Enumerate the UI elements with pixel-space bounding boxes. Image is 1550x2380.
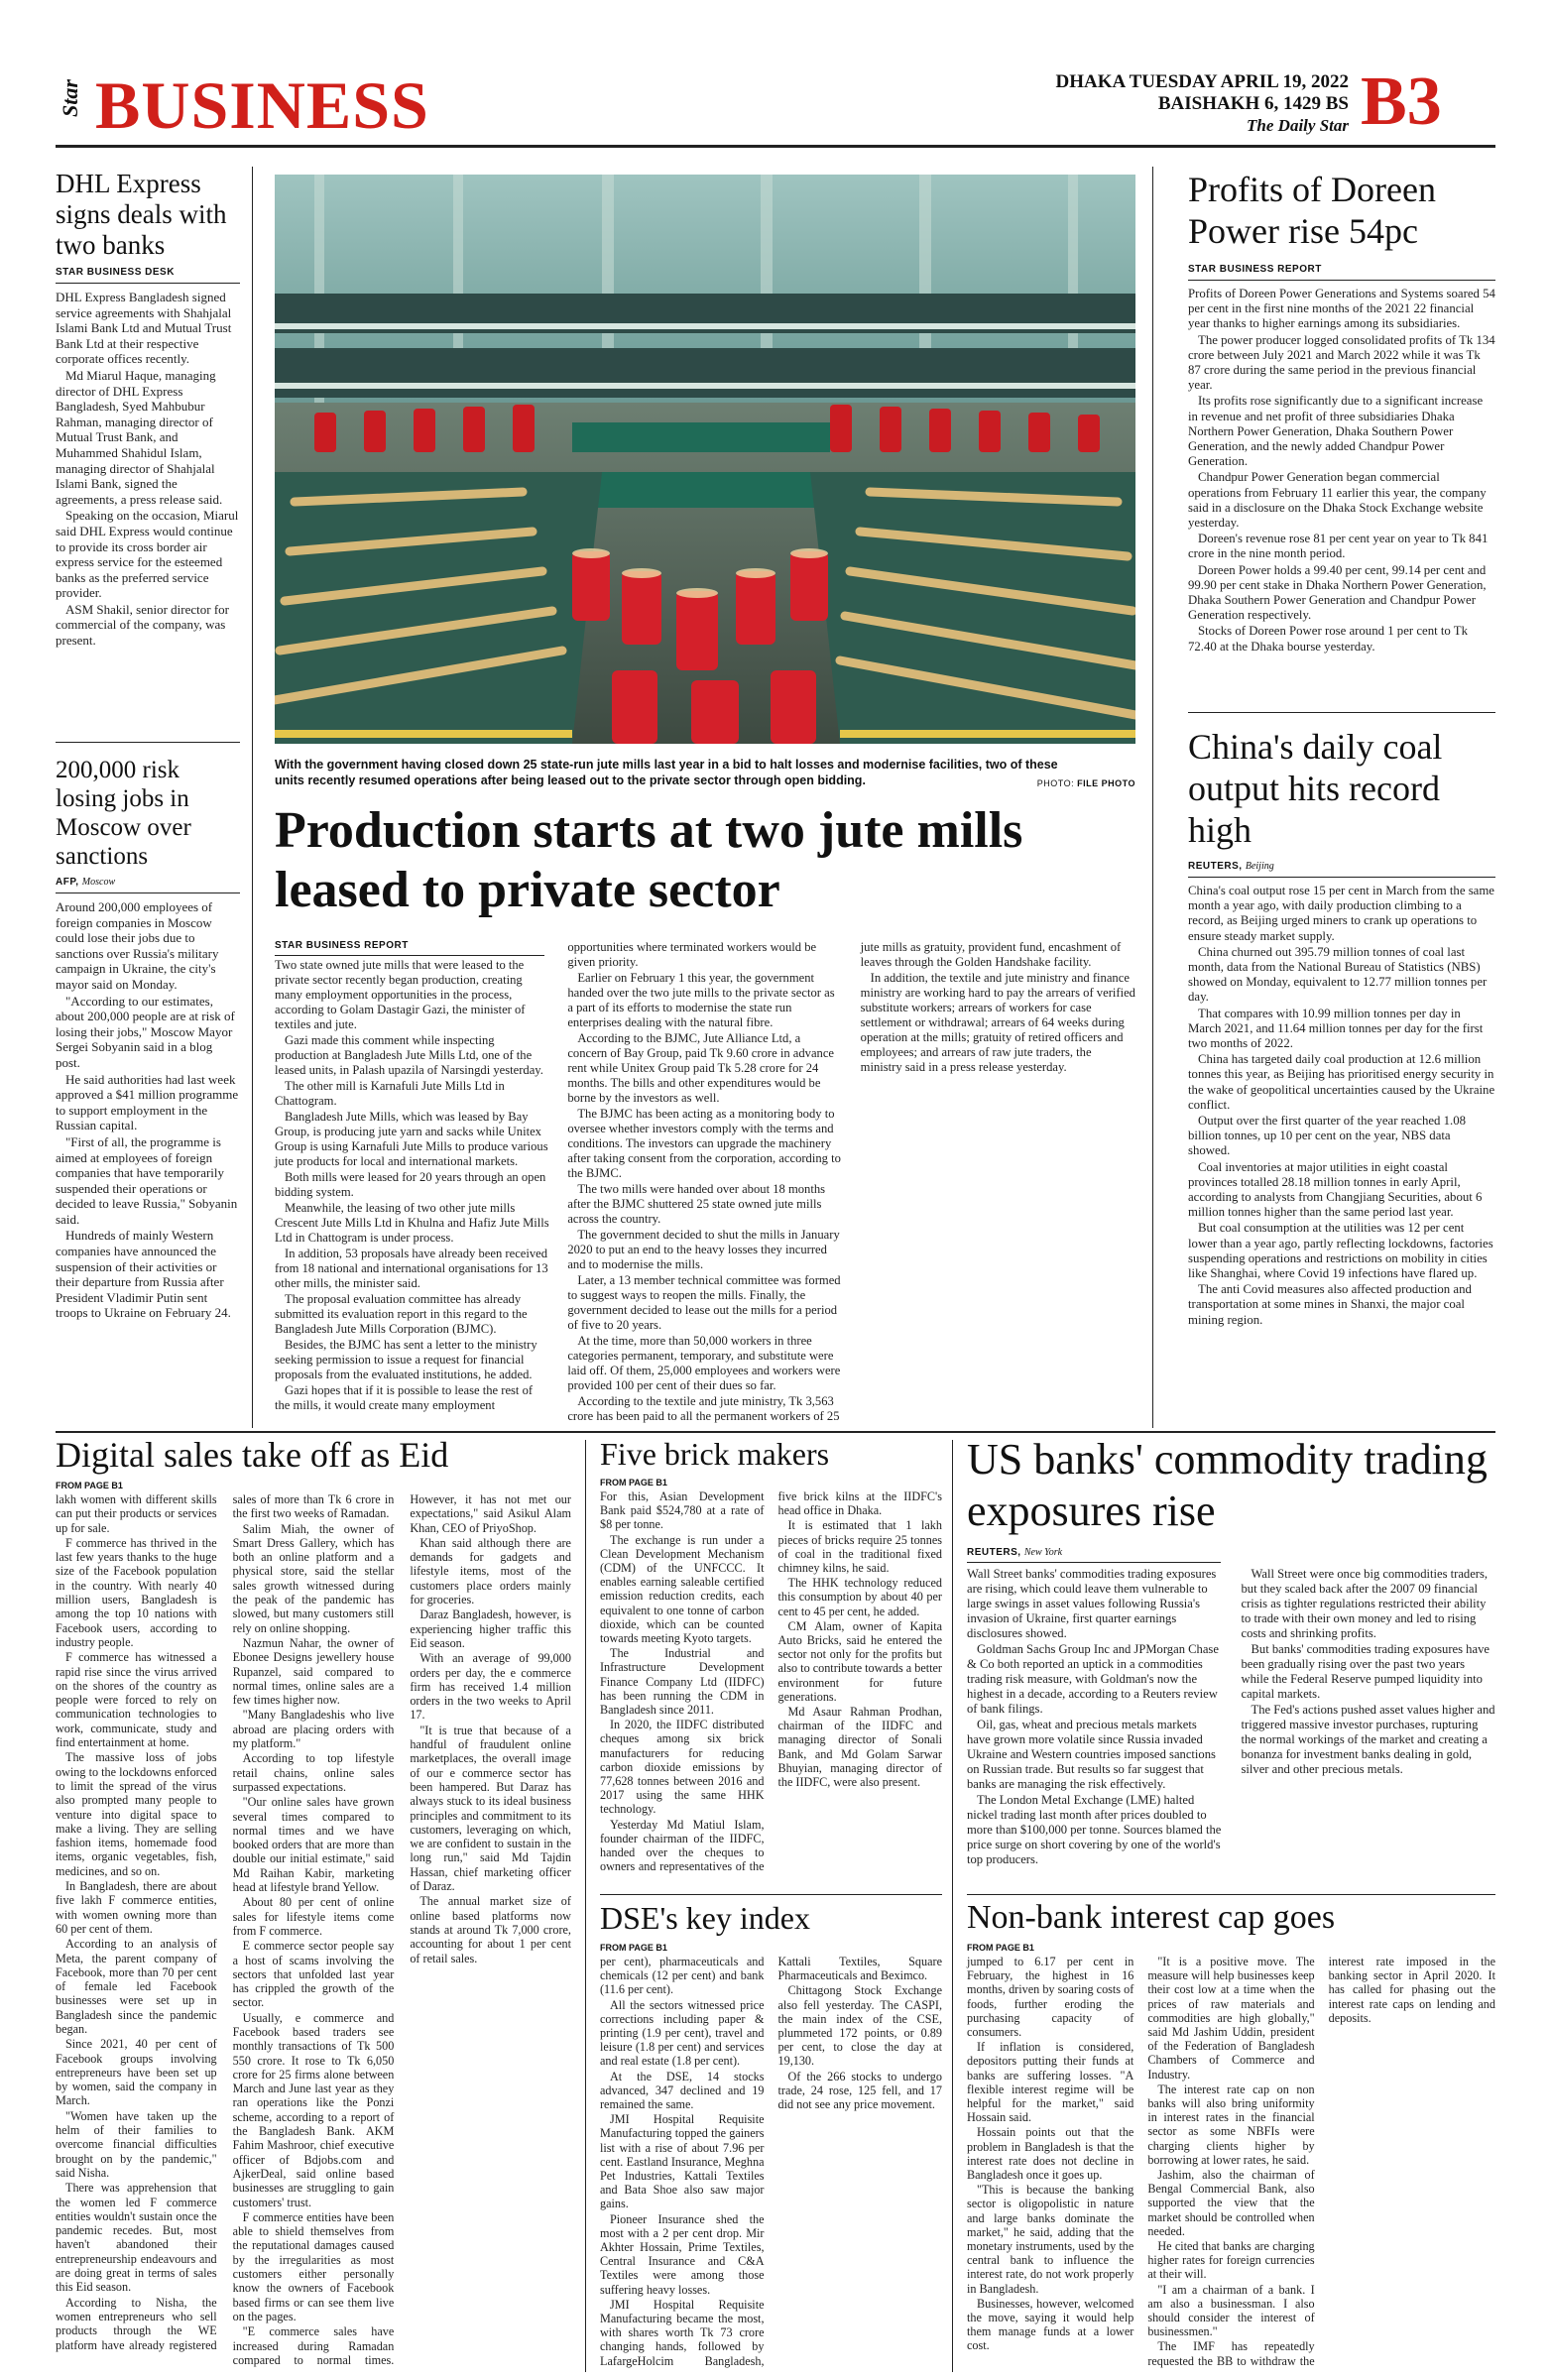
- jute-paragraph: At the time, more than 50,000 workers in three categories permanent, temporary, and substitute were laid off. Of them, 25,000 employees and workers were provided 100 per cent of their dues so far.: [567, 1334, 841, 1392]
- china-byline: [1188, 861, 1495, 872]
- digital-paragraph: The massive loss of jobs owing to the lockdowns enforced to limit the spread of the virus also prompted many people to venture into digital space to make a living. They are selling fashion items, homemade food items, organic vegetables, fish, medicines, and so on.: [56, 1750, 217, 1878]
- dse-body: [600, 1955, 942, 2373]
- china-city: Beijing: [1245, 861, 1274, 872]
- brick-paragraph: The exchange is run under a Clean Development Mechanism (CDM) of the UNFCCC. It enables earning saleable certified emission reduction credits, each equivalent to one tonne of carbon dioxide, which can be counted towards meeting Kyoto targets.: [600, 1532, 765, 1646]
- nonbank-paragraph: Hossain points out that the problem in Bangladesh is that the interest rate does not decline in Bangladesh once it goes up.: [967, 2125, 1134, 2183]
- moscow-byline-rule: [56, 892, 240, 893]
- digital-paragraph: In Bangladesh, there are about five lakh F commerce entities, with women owning more than 60 per cent of them.: [56, 1879, 217, 1936]
- section-title: BUSINESS: [95, 67, 429, 143]
- nonbank-paragraph: "It is a positive move. The measure will help businesses keep their cost low at a time when the prices of raw materials and commodities are high globally," said Md Jashim Uddin, president of the Federation of Bangladesh Chambers of Commerce and Industry.: [1147, 1955, 1315, 2082]
- doreen-body: [1188, 287, 1495, 654]
- china-story: [1188, 726, 1495, 1329]
- nonbank-paragraph: The interest rate cap on non banks will also bring uniformity in interest rates in the financial sector as some NBFIs were charging clients higher by borrowing at lower rates, he said.: [1147, 2082, 1315, 2167]
- digital-paragraph: F commerce has witnessed a rapid rise since the virus arrived on the shores of the country as people were forced to rely on communication technologies to work, communicate, study and find entertainment at home.: [56, 1650, 217, 1750]
- digital-paragraph: According to top lifestyle retail chains, online sales surpassed expectations.: [232, 1751, 395, 1794]
- doreen-paragraph: Its profits rose significantly due to a significant increase in revenue and net profit of three subsidiaries Dhaka Northern Power Generation, Dhaka Southern Power Generation, and the newly added Chandpur Power Generation.: [1188, 394, 1484, 469]
- dhl-paragraph: ASM Shakil, senior director for commercial of the company, was present.: [56, 601, 230, 649]
- doreen-bottom-rule: [1188, 712, 1495, 713]
- china-paragraph: China churned out 395.79 million tonnes of coal last month, data from the National Bureau of Statistics (NBS) showed on Monday, equivalent to 12.77 million tonnes per day.: [1188, 944, 1488, 1005]
- brand-logo: The Daily Star: [1247, 116, 1349, 135]
- digital-paragraph: Salim Miah, the owner of Smart Dress Gallery, which has both an online platform and a physical store, said the stellar sales growth witnessed during the peak of the pandemic has slowed, but many customers still rely on online shopping.: [232, 1521, 395, 1635]
- dhl-bottom-rule: [56, 742, 240, 743]
- china-paragraph: Output over the first quarter of the year reached 1.08 billion tonnes, up 10 per cent on the year, NBS data showed.: [1188, 1114, 1467, 1158]
- jute-byline: STAR BUSINESS REPORT: [275, 940, 409, 951]
- china-paragraph: China's coal output rose 15 per cent in March from the same month a year ago, with daily production climbing to a record, as Beijing urged miners to crank up operations to ensure steady market supply.: [1188, 884, 1494, 943]
- dhl-byline: STAR BUSINESS DESK: [56, 267, 175, 278]
- jute-paragraph: According to the BJMC, Jute Alliance Ltd, a concern of Bay Group, paid Tk 9.60 crore in advance rent while Unitex Group paid Tk 5.28 crore for 24 months. The bills and other expenditures would be borne by the investors as well.: [567, 1031, 835, 1105]
- jute-paragraph: The proposal evaluation committee has already submitted its evaluation report in this regard to the Bangladesh Jute Mills Corporation (BJMC).: [275, 1292, 528, 1336]
- doreen-paragraph: Doreen's revenue rose 81 per cent year on year to Tk 841 crore in the nine month period.: [1188, 532, 1489, 561]
- jute-body: [275, 940, 1135, 1424]
- dse-paragraph: per cent), pharmaceuticals and chemicals (12 per cent) and bank (11.6 per cent).: [600, 1955, 765, 1997]
- moscow-story: [56, 756, 240, 1322]
- dse-from-page: FROM PAGE B1: [600, 1943, 667, 1953]
- dse-paragraph: Of the 266 stocks to undergo trade, 24 rose, 125 fell, and 17 did not see any price movement.: [777, 2069, 942, 2112]
- usbanks-agency: REUTERS,: [967, 1547, 1021, 1558]
- digital-paragraph: According to Nisha, the women entrepreneurs who sell products through the WE platform have already registered sales of more than Tk 6 crore in the first two weeks of Ramadan.: [56, 1492, 395, 2352]
- doreen-paragraph: Doreen Power holds a 99.40 per cent, 99.14 per cent and 99.90 per cent stake in Dhaka Northern Power Generation, Dhaka Southern Power Generation and Chandpur Power Generation respectively.: [1188, 562, 1487, 623]
- dhl-paragraph: Speaking on the occasion, Miarul said DHL Express would continue to provide its cross border air express service for the esteemed banks as the preferred service provider.: [56, 508, 239, 601]
- moscow-paragraph: Around 200,000 employees of foreign companies in Moscow could lose their jobs due to sanctions over Russia's military campaign in Ukraine, the city's mayor said on Monday.: [56, 899, 219, 992]
- dhl-byline-rule: [56, 283, 240, 284]
- usbanks-paragraph: Goldman Sachs Group Inc and JPMorgan Chase & Co both reported an uptick in a commodities trading risk measure, with Goldman's now the highest in a decade, according to a Reuters review of bank filings.: [967, 1642, 1219, 1716]
- usbanks-paragraph: Oil, gas, wheat and precious metals markets have grown more volatile since Russia invaded Ukraine and Western countries imposed sanctions on Russian trade. But results so far suggest that banks are managing the risk effectively.: [967, 1718, 1216, 1791]
- jute-paragraph: Bangladesh Jute Mills, which was leased by Bay Group, is producing jute yarn and sacks while Unitex Group is using Karnafuli Jute Mills to produce various jute products for local and international markets.: [275, 1110, 548, 1168]
- usbanks-paragraph: The Fed's actions pushed asset values higher and triggered massive investor purchases, rupturing the normal workings of the market and creating a bonanza for investment banks dealing in gold, silver and other precious metals.: [1241, 1703, 1495, 1776]
- left-column-rule: [252, 167, 253, 1428]
- nonbank-paragraph: Businesses, however, welcomed the move, saying it would help them manage funds at a lower cost.: [967, 2296, 1134, 2353]
- nonbank-paragraph: "This is because the banking sector is oligopolistic in nature and large banks dominate the market," he said, adding that the monetary instruments, used by the central bank to influence the interest rate, do not work properly in Bangladesh.: [967, 2183, 1134, 2296]
- jute-paragraph: Meanwhile, the leasing of two other jute mills Crescent Jute Mills Ltd in Khulna and Hafiz Jute Mills Ltd in Chattogram is under process.: [275, 1201, 549, 1245]
- digital-paragraph: Usually, e commerce and Facebook based traders see monthly transactions of Tk 500 550 crore. It rose to Tk 6,050 crore for 25 firms alone between March and June last year as they ran operations like the Ponzi scheme, according to a report of the Bangladesh Bank. AKM Fahim Mashroor, chief executive officer of Bdjobs.com and AjkerDeal, said online based businesses are struggling to gain customers' trust.: [232, 2010, 395, 2209]
- brick-paragraph: The Industrial and Infrastructure Development Finance Company Ltd (IIDFC) has been running the CDM in Bangladesh since 2011.: [600, 1646, 765, 1718]
- usbanks-paragraph: But banks' commodities trading exposures have been gradually rising over the past two years while the Federal Reserve pumped liquidity into capital markets.: [1241, 1642, 1490, 1701]
- moscow-byline: [56, 877, 240, 888]
- digital-paragraph: Nazmun Nahar, the owner of Ebonee Designs jewellery house Rupanzel, said compared to normal times, online sales are a few times higher now.: [232, 1635, 395, 1708]
- doreen-paragraph: Chandpur Power Generation began commercial operations from February 11 earlier this year, the company said in a disclosure on the Dhaka Stock Exchange website yesterday.: [1188, 470, 1487, 531]
- dhl-paragraph: DHL Express Bangladesh signed service agreements with Shahjalal Islami Bank Ltd and Mutual Trust Bank Ltd at their respective corporate offices recently.: [56, 290, 232, 367]
- jute-paragraph: The government decided to shut the mills in January 2020 to put an end to the heavy losses they incurred and to modernise the mills.: [567, 1228, 840, 1271]
- photo-credit-source: FILE PHOTO: [1077, 778, 1135, 788]
- jute-paragraph: In addition, 53 proposals have already been received from 18 national and international organisations for 13 other mills, the minister said.: [275, 1247, 548, 1290]
- china-paragraph: That compares with 10.99 million tonnes per day in March 2021, and 11.64 million tonnes per day for the first two months of 2022.: [1188, 1006, 1484, 1051]
- dse-paragraph: At the DSE, 14 stocks advanced, 347 declined and 19 remained the same.: [600, 2069, 765, 2112]
- china-headline: China's daily coal output hits record high: [1188, 727, 1443, 850]
- brick-body: [600, 1489, 942, 1888]
- dateline: [1021, 71, 1349, 137]
- digital-paragraph: Khan said although there are demands for gadgets and lifestyle items, most of the customers place orders mainly for groceries.: [410, 1535, 571, 1607]
- jute-mill-photo: [275, 175, 1135, 744]
- digital-paragraph: "Our online sales have grown several times compared to normal times and we have booked orders that are more than double our initial estimate," said Md Raihan Kabir, marketing head at lifestyle brand Yellow.: [232, 1795, 395, 1895]
- lower-divider-2: [952, 1440, 953, 2372]
- nonbank-paragraph: If inflation is considered, depositors putting their funds at banks are suffering losses. "A flexible interest regime will be helpful for the market," said Hossain said.: [967, 2040, 1134, 2125]
- moscow-body: [56, 899, 240, 1321]
- dhl-body: [56, 290, 240, 649]
- usbanks-byline-rule: [967, 1562, 1221, 1563]
- moscow-paragraph: "According to our estimates, about 200,000 people are at risk of losing their jobs," Moscow Mayor Sergei Sobyanin said in a blog post.: [56, 993, 235, 1070]
- brick-paragraph: CM Alam, owner of Kapita Auto Bricks, said he entered the sector not only for the profits but also to contribute towards a better environment for future generations.: [777, 1618, 942, 1704]
- digital-paragraph: Daraz Bangladesh, however, is experiencing higher traffic this Eid season.: [410, 1607, 571, 1650]
- nonbank-paragraph: He cited that banks are charging higher rates for foreign currencies at their will.: [1147, 2239, 1315, 2282]
- jute-paragraph: The two mills were handed over about 18 months after the BJMC shuttered 25 state owned jute mills across the country.: [567, 1182, 826, 1226]
- jute-paragraph: Earlier on February 1 this year, the government handed over the two jute mills to the private sector as a part of its efforts to modernise the state run enterprises dealing with the natural fibre.: [567, 971, 835, 1029]
- dhl-paragraph: Md Miarul Haque, managing director of DHL Express Bangladesh, Syed Mahbubur Rahman, managing director of Mutual Trust Bank, and Muhammed Shahidul Islam, managing director of Shahjalal Islami Bank, signed the agreements, a press release said.: [56, 367, 223, 507]
- jute-paragraph: The other mill is Karnafuli Jute Mills Ltd in Chattogram.: [275, 1079, 505, 1108]
- right-column-rule: [1152, 167, 1153, 1428]
- brick-bottom-rule: [600, 1894, 942, 1895]
- usbanks-paragraph: The London Metal Exchange (LME) halted nickel trading last month after prices doubled to more than $100,000 per tonne. Sources blamed the price surge on short covering by one of the world's top producers.: [967, 1793, 1222, 1866]
- dhl-story: [56, 169, 240, 650]
- lower-section-rule: [56, 1431, 1495, 1433]
- jute-headline: Production starts at two jute mills leased to private sector: [275, 802, 1023, 918]
- usbanks-paragraph: Wall Street were once big commodities traders, but they scaled back after the 2007 09 financial crisis as tighter regulations restricted their ability to trade with their own money and led to rising costs and shrinking profits.: [1241, 1567, 1489, 1640]
- digital-paragraph: F commerce entities have been able to shield themselves from the reputational damages caused by the irregularities as most customers either personally know the owners of Facebook based firms or can see them live on the pages.: [232, 2209, 395, 2323]
- doreen-paragraph: Stocks of Doreen Power rose around 1 per cent to Tk 72.40 at the Dhaka bourse yesterday.: [1188, 624, 1468, 654]
- jute-paragraph: The BJMC has been acting as a monitoring body to oversee whether investors comply with the terms and conditions. The investors can upgrade the machinery after taking consent from the corporation, according to the BJMC.: [567, 1107, 841, 1180]
- dse-paragraph: Chittagong Stock Exchange also fell yesterday. The CASPI, the main index of the CSE, plummeted 172 points, or 0.89 per cent, to close the day at 19,130.: [777, 1983, 942, 2069]
- usbanks-bottom-rule: [967, 1894, 1495, 1895]
- digital-paragraph: "Women have taken up the helm of their families to overcome financial difficulties brought on by the pandemic," said Nisha.: [56, 2108, 217, 2180]
- jute-photo-caption: With the government having closed down 25 state-run jute mills last year in a bid to halt losses and modernise facilities, two of these units recently resumed operations after being leased out to the private sector through open bidding.: [275, 758, 1058, 787]
- jute-paragraph: According to the textile and jute ministry, Tk 3,563 crore has been paid to all the permanent workers of 25 jute mills as gratuity, provident fund, encashment of leaves through the Golden Handshake facility.: [567, 940, 1122, 1423]
- usbanks-city: New York: [1023, 1547, 1063, 1558]
- digital-paragraph: Since 2021, 40 per cent of Facebook groups involving entrepreneurs have been set up by women, said the company in March.: [56, 2037, 217, 2108]
- photo-credit-label: PHOTO:: [1036, 778, 1075, 788]
- moscow-agency: AFP,: [56, 877, 79, 888]
- lower-divider-1: [585, 1440, 586, 2372]
- digital-headline: Digital sales take off as Eid: [56, 1435, 449, 1475]
- dse-paragraph: All the sectors witnessed price corrections including paper & printing (1.9 per cent), travel and leisure (1.8 per cent) and services and real estate (1.8 per cent).: [600, 1997, 765, 2069]
- usbanks-headline: US banks' commodity trading exposures rise: [967, 1435, 1488, 1535]
- moscow-paragraph: "First of all, the programme is aimed at employees of foreign companies that have temporarily suspended their operations or decided to leave Russia," Sobyanin said.: [56, 1133, 238, 1227]
- digital-paragraph: "E commerce sales have increased during Ramadan compared to normal times. However, it has not met our expectations," said Asikul Alam Khan, CEO of PriyoShop.: [232, 1492, 571, 2367]
- doreen-byline-rule: [1188, 280, 1495, 281]
- star-logo: Star: [58, 79, 82, 117]
- digital-paragraph: According to an analysis of Meta, the parent company of Facebook, more than 70 per cent of female led Facebook businesses were set up in Bangladesh since the pandemic began.: [56, 1937, 217, 2036]
- dse-paragraph: JMI Hospital Requisite Manufacturing topped the gainers list with a rise of about 7.96 per cent. Eastland Insurance, Meghna Pet Industries, Kattali Textiles and Bata Shoe also saw major gains.: [600, 2112, 765, 2211]
- doreen-paragraph: The power producer logged consolidated profits of Tk 134 crore between July 2021 and March 2022 while it was Tk 87 crore during the same period in the previous financial year.: [1188, 332, 1495, 393]
- jute-paragraph: Gazi made this comment while inspecting production at Bangladesh Jute Mills Ltd, one of the leased units, in Palash upazila of Narsingdi yesterday.: [275, 1033, 543, 1077]
- usbanks-paragraph: Wall Street banks' commodities trading exposures are rising, which could leave them vulnerable to large swings in asset values following Russia's invasion of Ukraine, first quarter earnings disclosures showed.: [967, 1567, 1217, 1640]
- brick-paragraph: In 2020, the IIDFC distributed cheques among six brick manufacturers for reducing carbon dioxide emissions by 77,628 tonnes between 2016 and 2017 using the same HHK technology.: [600, 1718, 765, 1817]
- dse-paragraph: Pioneer Insurance shed the most with a 2 per cent drop. Mir Akhter Hossain, Prime Textiles, Central Insurance and C&A Textiles were among those suffering heavy losses.: [600, 2211, 765, 2297]
- brick-paragraph: The HHK technology reduced this consumption by about 40 per cent to 45 per cent, he added.: [777, 1576, 942, 1618]
- china-paragraph: China has targeted daily coal production at 12.6 million tonnes this year, as Beijing has prioritised energy security in the wake of geopolitical uncertainties caused by the Ukraine conflict.: [1188, 1052, 1495, 1112]
- nonbank-paragraph: The IMF has repeatedly requested the BB to withdraw the interest rate imposed in the banking sector in April 2020. It has called for phasing out the interest rate caps on lending and deposits.: [1147, 1955, 1495, 2368]
- bangla-date-text: BAISHAKH 6, 1429 BS: [1157, 93, 1349, 114]
- usbanks-body: [967, 1567, 1495, 1890]
- nonbank-paragraph: jumped to 6.17 per cent in February, the highest in 16 months, driven by soaring costs of foods, further eroding the purchasing capacity of consumers.: [967, 1955, 1134, 2040]
- dse-paragraph: JMI Hospital Requisite Manufacturing became the most, with shares worth Tk 73 crore changing hands, followed by LafargeHolcim Bangladesh, Kattali Textiles, Square Pharmaceuticals and Beximco.: [600, 1955, 942, 2368]
- doreen-story: [1188, 169, 1495, 655]
- jute-paragraph: In addition, the textile and jute ministry and finance ministry are working hard to pay the arrears of verified substitute workers; arrears of workers for case settlement or withdrawal; arrears of 64 weeks during operation at the mills; gratuity of retired officers and employees; and arrears of raw jute traders, the ministry said in a press release yesterday.: [860, 971, 1135, 1074]
- dhl-headline: DHL Express signs deals with two banks: [56, 169, 227, 260]
- digital-from-page: FROM PAGE B1: [56, 1481, 123, 1490]
- digital-paragraph: The annual market size of online based platforms now stands at around Tk 7,000 crore, accounting for about 1 per cent of retail sales.: [410, 1894, 571, 1965]
- doreen-paragraph: Profits of Doreen Power Generations and Systems soared 54 per cent in the first nine months of the 2021 22 financial year thanks to higher earnings among its subsidiaries.: [1188, 287, 1495, 331]
- nonbank-paragraph: "I am a chairman of a bank. I am also a businessman. I also should consider the interest of businessmen.": [1147, 2282, 1315, 2339]
- brick-paragraph: Yesterday Md Matiul Islam, founder chairman of the IIDFC, handed over the cheques to owners and representatives of the five brick kilns at the IIDFC's head office in Dhaka.: [600, 1489, 942, 1874]
- digital-paragraph: There was apprehension that the women led F commerce entities wouldn't sustain once the pandemic recedes. But, most haven't abandoned their entrepreneurship endeavours and are doing great in terms of sales this Eid season.: [56, 2181, 217, 2295]
- moscow-city: Moscow: [81, 877, 116, 888]
- nonbank-headline: Non-bank interest cap goes: [967, 1899, 1336, 1936]
- digital-paragraph: lakh women with different skills can put their products or services up for sale.: [56, 1492, 217, 1535]
- jute-mill-illustration: [275, 175, 1135, 744]
- digital-body: [56, 1492, 571, 2373]
- digital-paragraph: F commerce has thrived in the last few years thanks to the huge size of the Facebook population in the country. With nearly 40 million users, Bangladesh is among the top 10 nations with Facebook users, according to industry people.: [56, 1535, 217, 1649]
- brick-paragraph: It is estimated that 1 lakh pieces of bricks require 25 tonnes of coal in the traditional fixed chimney kilns, he said.: [777, 1518, 942, 1576]
- brick-paragraph: For this, Asian Development Bank paid $524,780 at a rate of $8 per tonne.: [600, 1489, 765, 1532]
- jute-paragraph: Two state owned jute mills that were leased to the private sector recently began production, creating many employment opportunities in the process, according to Golam Dastagir Gazi, the minister of textiles and jute.: [275, 958, 526, 1031]
- jute-byline-spacer: [275, 940, 549, 958]
- china-paragraph: Coal inventories at major utilities in eight coastal provinces totalled 28.18 million tonnes in early April, according to analysts from Changjiang Securities, about 6 million tonnes higher than the same period last year.: [1188, 1159, 1483, 1220]
- masthead-rule: [56, 145, 1495, 148]
- doreen-byline: STAR BUSINESS REPORT: [1188, 264, 1322, 275]
- china-paragraph: The anti Covid measures also affected production and transportation at some mines in Shanxi, the major coal mining region.: [1188, 1282, 1472, 1327]
- china-paragraph: But coal consumption at the utilities was 12 per cent lower than a year ago, partly reflecting lockdowns, factories suspending operations and restrictions on mobility in cities like Shanghai, where Covid 19 infections have flared up.: [1188, 1221, 1493, 1281]
- brick-headline: Five brick makers: [600, 1436, 830, 1472]
- jute-paragraph: Both mills were leased for 20 years through an open bidding system.: [275, 1170, 546, 1199]
- page-number: B3: [1361, 63, 1442, 140]
- doreen-headline: Profits of Doreen Power rise 54pc: [1188, 170, 1436, 251]
- china-agency: REUTERS,: [1188, 861, 1243, 872]
- jute-paragraph: Gazi hopes that if it is possible to lease the rest of the mills, it would create many employment opportunities where terminated workers would be given priority.: [275, 940, 817, 1412]
- date-text: DHAKA TUESDAY APRIL 19, 2022: [1055, 71, 1349, 92]
- china-byline-rule: [1188, 877, 1495, 878]
- china-body: [1188, 884, 1495, 1328]
- jute-paragraph: Later, a 13 member technical committee was formed to suggest ways to reopen the mills. Finally, the government decided to lease out the mills for a period of five to 20 years.: [567, 1273, 841, 1332]
- digital-paragraph: "It is true that because of a handful of fraudulent online marketplaces, the overall image of our e commerce sector has been hampered. But Daraz has always stuck to its ideal business principles and commitment to its customers, leveraging on which, we are confident to sustain in the long run," said Md Tajdin Hassan, chief marketing officer of Daraz.: [410, 1723, 571, 1894]
- digital-paragraph: With an average of 99,000 orders per day, the e commerce firm has received 1.4 million orders in the two weeks to April 17.: [410, 1651, 571, 1723]
- digital-paragraph: "Many Bangladeshis who live abroad are placing orders with my platform.": [232, 1708, 395, 1751]
- moscow-paragraph: He said authorities had last week approved a $41 million programme to support employment in the Russian capital.: [56, 1071, 239, 1133]
- digital-paragraph: E commerce sector people say a host of scams involving the sectors that unfolded last year has crippled the growth of the sector.: [232, 1939, 395, 2010]
- brick-paragraph: Md Asaur Rahman Prodhan, chairman of the IIDFC and managing director of Sonali Bank, and Md Golam Sarwar Bhuyian, managing director of the IIDFC, were also present.: [777, 1705, 942, 1790]
- moscow-paragraph: Hundreds of mainly Western companies have announced the suspension of their activities or their departure from Russia after President Vladimir Putin sent troops to Ukraine on February 24.: [56, 1228, 231, 1321]
- jute-photo-credit: [893, 778, 1135, 788]
- nonbank-from-page: FROM PAGE B1: [967, 1943, 1034, 1953]
- usbanks-byline: [967, 1547, 1062, 1558]
- brick-from-page: FROM PAGE B1: [600, 1478, 667, 1488]
- nonbank-body: [967, 1955, 1495, 2373]
- nonbank-paragraph: Jashim, also the chairman of Bengal Commercial Bank, also supported the view that the market should be controlled when needed.: [1147, 2168, 1315, 2238]
- digital-paragraph: About 80 per cent of online sales for lifestyle items come from F commerce.: [232, 1895, 395, 1938]
- jute-paragraph: Besides, the BJMC has sent a letter to the ministry seeking permission to issue a request for financial proposals from the evaluated institutions, he added.: [275, 1338, 537, 1381]
- dse-headline: DSE's key index: [600, 1900, 810, 1936]
- moscow-headline: 200,000 risk losing jobs in Moscow over sanctions: [56, 757, 191, 870]
